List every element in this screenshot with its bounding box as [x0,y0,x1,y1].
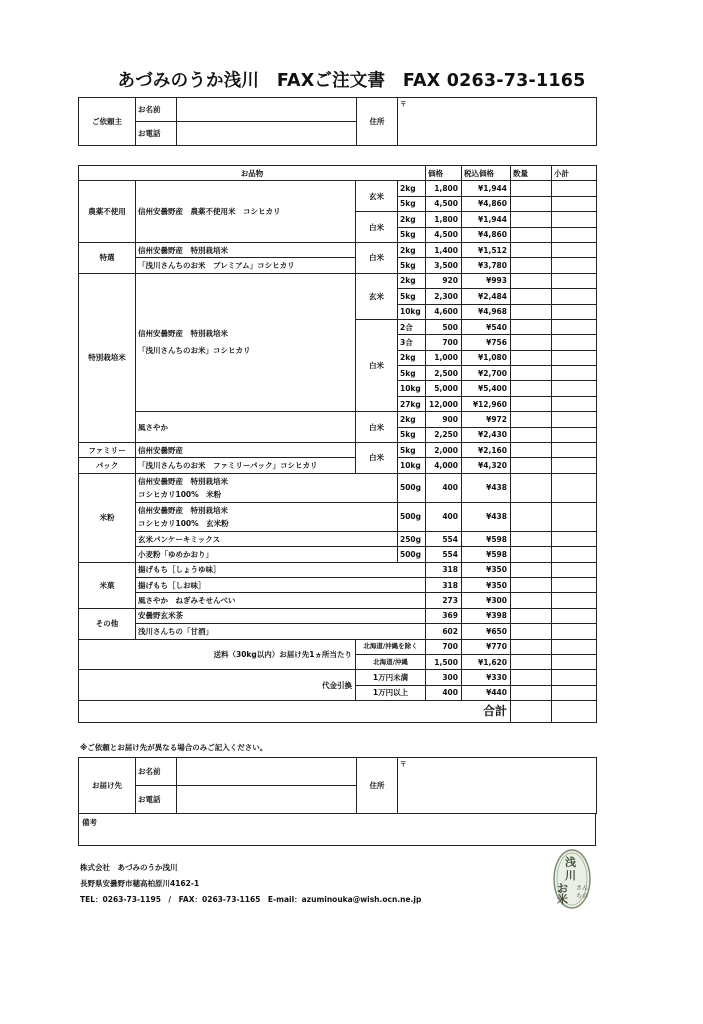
subtotal-field[interactable] [552,458,597,473]
tax-price: ¥438 [462,502,511,531]
size: 5kg [398,289,426,304]
qty-field[interactable] [511,473,552,502]
client-label: ご依頼主 [79,98,136,146]
subtotal-field[interactable] [552,685,597,700]
product-name [136,273,356,412]
qty-field[interactable] [511,319,552,334]
size: 10kg [398,381,426,396]
price: 2,250 [426,427,462,442]
subtotal-field[interactable] [552,547,597,562]
tax-price: ¥330 [462,670,511,685]
price: 4,600 [426,304,462,319]
tax-price: ¥2,484 [462,289,511,304]
svg-text:ちの: ちの [576,893,589,900]
tax-price: ¥540 [462,319,511,334]
product-name: 揚げもち［しょうゆ味］ [136,562,426,577]
type-white: 白米 [356,412,398,443]
type-white: 白米 [356,212,398,243]
delivery-address-label: 住所 [357,758,398,814]
product-line-2: 「浅川さんちのお米」コシヒカリ [138,346,251,356]
size: 2kg [398,242,426,257]
subtotal-field[interactable] [552,304,597,319]
product-line-1: 信州安曇野産 特別栽培米 [138,329,228,339]
qty-field[interactable] [511,396,552,411]
qty-field[interactable] [511,685,552,700]
subtotal-field[interactable] [552,639,597,654]
subtotal-field[interactable] [552,531,597,546]
category-family-2: パック [79,458,136,473]
subtotal-field[interactable] [552,366,597,381]
price: 3,500 [426,258,462,273]
qty-field[interactable] [511,531,552,546]
size: 250g [398,531,426,546]
product-name: 玄米パンケーキミックス [136,531,398,546]
tax-price: ¥1,512 [462,242,511,257]
price: 2,000 [426,443,462,458]
category-pesticide-free: 農薬不使用 [79,181,136,243]
delivery-note: ※ご依頼とお届け先が異なる場合のみご記入ください。 [80,743,268,752]
header-subtotal: 小計 [552,166,597,181]
size: 2kg [398,273,426,288]
price: 700 [426,639,462,654]
qty-field[interactable] [511,562,552,577]
qty-field[interactable] [511,381,552,396]
client-info-table [78,97,597,146]
tax-price: ¥2,160 [462,443,511,458]
subtotal-field[interactable] [552,227,597,242]
qty-field[interactable] [511,443,552,458]
subtotal-field[interactable] [552,242,597,257]
product-name: 風さやか [136,412,356,443]
tax-price: ¥4,320 [462,458,511,473]
size: 2合 [398,319,426,334]
subtotal-field[interactable] [552,562,597,577]
product-name: 信州安曇野産 特別栽培米 [136,242,356,257]
seal-logo [552,848,592,910]
header-price: 価格 [426,166,462,181]
postal-mark: 〒 [400,100,407,108]
subtotal-field[interactable] [552,335,597,350]
size: 500g [398,473,426,502]
tax-price: ¥650 [462,624,511,639]
qty-field[interactable] [511,639,552,654]
total-label: 合計 [79,701,511,723]
qty-field[interactable] [511,335,552,350]
category-special-cultivation: 特別栽培米 [79,273,136,442]
qty-field[interactable] [511,593,552,608]
footer-contact: TEL：0263-73-1195 / FAX：0263-73-1165 E-mail：azuminouka@wish.ocn.ne.jp [80,895,422,904]
product-line-1: 信州安曇野産 特別栽培米 [138,505,228,515]
type-brown: 玄米 [356,181,398,212]
size: 27kg [398,396,426,411]
subtotal-field[interactable] [552,654,597,669]
cod-tier-a: 1万円未満 [356,670,426,685]
subtotal-field[interactable] [552,258,597,273]
qty-field[interactable] [511,273,552,288]
qty-field[interactable] [511,412,552,427]
subtotal-field[interactable] [552,212,597,227]
subtotal-field[interactable] [552,593,597,608]
tax-price: ¥770 [462,639,511,654]
price: 2,300 [426,289,462,304]
price: 700 [426,335,462,350]
svg-text:米: 米 [557,893,568,906]
tax-price: ¥300 [462,593,511,608]
qty-field[interactable] [511,608,552,623]
tax-price: ¥4,968 [462,304,511,319]
subtotal-field[interactable] [552,381,597,396]
price: 369 [426,608,462,623]
qty-field[interactable] [511,242,552,257]
svg-text:さん: さん [576,885,589,892]
qty-field[interactable] [511,227,552,242]
subtotal-field[interactable] [552,196,597,211]
price: 1,000 [426,350,462,365]
client-phone-label: お電話 [136,122,177,146]
type-white: 白米 [356,319,398,411]
size: 3合 [398,335,426,350]
subtotal-field[interactable] [552,427,597,442]
qty-field[interactable] [511,181,552,196]
tax-price: ¥4,860 [462,196,511,211]
type-white: 白米 [356,443,398,474]
subtotal-field[interactable] [552,473,597,502]
product-name: 信州安曇野産 [136,443,356,458]
tax-price: ¥440 [462,685,511,700]
cod-label: 代金引換 [79,670,356,701]
product-line-1: 信州安曇野産 特別栽培米 [138,476,228,486]
svg-text:川: 川 [565,869,576,882]
delivery-phone-label: お電話 [136,786,177,814]
size: 10kg [398,458,426,473]
category-special: 特選 [79,242,136,273]
delivery-label: お届け先 [79,758,136,814]
qty-field[interactable] [511,654,552,669]
size: 5kg [398,227,426,242]
product-name: 揚げもち［しお味］ [136,577,426,592]
tax-price: ¥1,080 [462,350,511,365]
subtotal-field[interactable] [552,273,597,288]
delivery-phone-field[interactable] [177,786,357,814]
remarks-field[interactable] [78,813,596,846]
product-name: 小麦粉「ゆめかおり」 [136,547,398,562]
tax-price: ¥1,944 [462,212,511,227]
page-title: あづみのうか浅川 FAXご注文書 FAX 0263-73-1165 [117,71,586,91]
subtotal-field[interactable] [552,181,597,196]
subtotal-field[interactable] [552,289,597,304]
tax-price: ¥3,780 [462,258,511,273]
qty-field[interactable] [511,350,552,365]
tax-price: ¥2,700 [462,366,511,381]
price: 318 [426,577,462,592]
postal-mark: 〒 [400,760,407,768]
price: 400 [426,502,462,531]
product-name: 「浅川さんちのお米 ファミリーパック」コシヒカリ [136,458,356,473]
total-qty-field[interactable] [511,701,552,723]
svg-text:浅: 浅 [565,856,576,869]
qty-field[interactable] [511,212,552,227]
price: 5,000 [426,381,462,396]
subtotal-field[interactable] [552,608,597,623]
tax-price: ¥972 [462,412,511,427]
product-line-2: コシヒカリ100% 米粉 [138,489,222,499]
qty-field[interactable] [511,289,552,304]
tax-price: ¥598 [462,547,511,562]
price: 300 [426,670,462,685]
footer-company: 株式会社 あづみのうか浅川 [80,863,178,872]
shipping-label: 送料（30kg以内）お届け先1ヵ所当たり [79,639,356,670]
price: 318 [426,562,462,577]
header-qty: 数量 [511,166,552,181]
size: 5kg [398,427,426,442]
tax-price: ¥4,860 [462,227,511,242]
price: 554 [426,531,462,546]
tax-price: ¥1,944 [462,181,511,196]
size: 2kg [398,212,426,227]
tax-price: ¥1,620 [462,654,511,669]
remarks-label: 備考 [82,818,97,827]
product-name [136,502,398,531]
tax-price: ¥398 [462,608,511,623]
delivery-address-field[interactable] [398,758,597,814]
size: 10kg [398,304,426,319]
qty-field[interactable] [511,502,552,531]
client-phone-field[interactable] [177,122,357,146]
price: 1,800 [426,212,462,227]
client-name-label: お名前 [136,98,177,122]
product-name: 風さやか ねぎみそせんべい [136,593,426,608]
subtotal-field[interactable] [552,577,597,592]
size: 2kg [398,350,426,365]
client-name-field[interactable] [177,98,357,122]
qty-field[interactable] [511,427,552,442]
size: 5kg [398,258,426,273]
subtotal-field[interactable] [552,350,597,365]
size: 5kg [398,366,426,381]
subtotal-field[interactable] [552,502,597,531]
tax-price: ¥12,960 [462,396,511,411]
product-name: 「浅川さんちのお米 プレミアム」コシヒカリ [136,258,356,273]
subtotal-field[interactable] [552,319,597,334]
tax-price: ¥350 [462,577,511,592]
tax-price: ¥2,430 [462,427,511,442]
header-row [79,166,597,181]
header-tax-price: 税込価格 [462,166,511,181]
footer-address: 長野県安曇野市穂高柏原川4162-1 [80,879,200,888]
product-name: 信州安曇野産 農薬不使用米 コシヒカリ [136,181,356,243]
price: 920 [426,273,462,288]
tax-price: ¥756 [462,335,511,350]
size: 500g [398,502,426,531]
price: 1,400 [426,242,462,257]
size: 5kg [398,443,426,458]
client-address-label: 住所 [357,98,398,146]
tax-price: ¥438 [462,473,511,502]
price: 500 [426,319,462,334]
header-item: お品物 [79,166,426,181]
size: 500g [398,547,426,562]
price: 554 [426,547,462,562]
price: 1,800 [426,181,462,196]
delivery-name-label: お名前 [136,758,177,786]
category-rice-flour: 米粉 [79,473,136,562]
size: 5kg [398,196,426,211]
price: 4,000 [426,458,462,473]
product-name [136,473,398,502]
price: 900 [426,412,462,427]
price: 1,500 [426,654,462,669]
tax-price: ¥598 [462,531,511,546]
category-rice-snack: 米菓 [79,562,136,608]
client-address-field[interactable] [398,98,597,146]
shipping-region-b: 北海道/沖縄 [356,654,426,669]
qty-field[interactable] [511,258,552,273]
type-white: 白米 [356,242,398,273]
price: 400 [426,473,462,502]
qty-field[interactable] [511,366,552,381]
qty-field[interactable] [511,577,552,592]
qty-field[interactable] [511,458,552,473]
size: 2kg [398,412,426,427]
delivery-name-field[interactable] [177,758,357,786]
price: 4,500 [426,196,462,211]
price: 12,000 [426,396,462,411]
subtotal-field[interactable] [552,670,597,685]
shipping-region-a: 北海道/沖縄を除く [356,639,426,654]
subtotal-field[interactable] [552,396,597,411]
price: 400 [426,685,462,700]
category-family-1: ファミリー [79,443,136,458]
cod-tier-b: 1万円以上 [356,685,426,700]
qty-field[interactable] [511,196,552,211]
price: 273 [426,593,462,608]
delivery-info-table [78,757,597,814]
size: 2kg [398,181,426,196]
product-name: 安曇野玄米茶 [136,608,426,623]
qty-field[interactable] [511,547,552,562]
subtotal-field[interactable] [552,624,597,639]
tax-price: ¥5,400 [462,381,511,396]
price: 2,500 [426,366,462,381]
qty-field[interactable] [511,624,552,639]
svg-text:お: お [557,882,568,895]
order-table [78,165,597,723]
qty-field[interactable] [511,304,552,319]
category-other: その他 [79,608,136,639]
product-line-2: コシヒカリ100% 玄米粉 [138,518,229,528]
subtotal-field[interactable] [552,412,597,427]
tax-price: ¥350 [462,562,511,577]
type-brown: 玄米 [356,273,398,319]
total-amount-field[interactable] [552,701,597,723]
price: 602 [426,624,462,639]
qty-field[interactable] [511,670,552,685]
price: 4,500 [426,227,462,242]
subtotal-field[interactable] [552,443,597,458]
product-name: 浅川さんちの「甘酒」 [136,624,426,639]
tax-price: ¥993 [462,273,511,288]
